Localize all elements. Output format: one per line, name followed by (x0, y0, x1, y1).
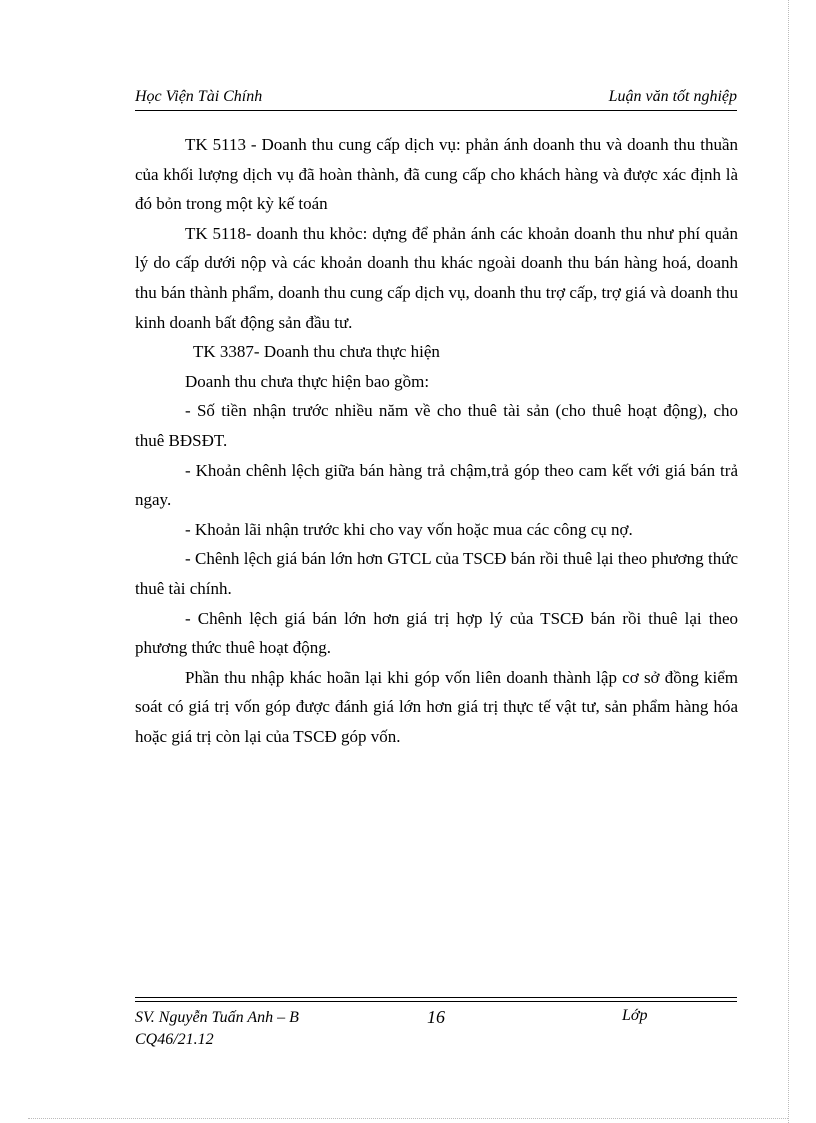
page-number: 16 (427, 1007, 445, 1027)
paragraph-tk5118: TK 5118- doanh thu khỏc: dựng để phản ánh các khoản doanh thu như phí quản lý do cấp dưới nộp và các khoản doanh thu khác ngoài doanh thu bán hàng hoá, doanh thu bán thành phẩm, doanh thu cung cấp dịch vụ, doanh thu trợ cấp, trợ giá và doanh thu kinh doanh bất động sản đầu tư. (135, 223, 738, 332)
header-divider (135, 110, 737, 111)
list-item: - Số tiền nhận trước nhiều năm về cho thuê tài sản (cho thuê hoạt động), cho thuê BĐSĐT. (135, 401, 738, 450)
paragraph-tk5113: TK 5113 - Doanh thu cung cấp dịch vụ: phản ánh doanh thu và doanh thu thuần của khối lượng dịch vụ đã hoàn thành, đã cung cấp cho khách hàng và được xác định là đó bỏn trong một kỳ kế toán (135, 135, 738, 214)
header-document-type: Luận văn tốt nghiệp (608, 88, 737, 105)
list-item: - Khoản lãi nhận trước khi cho vay vốn hoặc mua các công cụ nợ. (185, 519, 633, 539)
paragraph-joint-venture: Phần thu nhập khác hoãn lại khi góp vốn liên doanh thành lập cơ sở đồng kiểm soát có giá trị vốn góp được đánh giá lớn hơn giá trị thực tế vật tư, sản phẩm hàng hóa hoặc giá trị còn lại của TSCĐ góp vốn. (135, 667, 738, 746)
list-item: - Chênh lệch giá bán lớn hơn giá trị hợp lý của TSCĐ bán rồi thuê lại theo phương thức thuê hoạt động. (135, 608, 738, 658)
list-item: - Chênh lệch giá bán lớn hơn GTCL của TSCĐ bán rồi thuê lại theo phương thức thuê tài chính. (135, 549, 738, 598)
page-edge-right (788, 0, 789, 1123)
footer-divider-bottom (135, 1001, 737, 1002)
header-institution: Học Viện Tài Chính (135, 88, 263, 105)
page-edge-bottom (28, 1118, 788, 1119)
paragraph-includes: Doanh thu chưa thực hiện bao gồm: (185, 371, 430, 391)
list-item: - Khoản chênh lệch giữa bán hàng trả chậm,trả góp theo cam kết với giá bán trả ngay. (135, 460, 738, 510)
footer-divider-top (135, 997, 737, 998)
paragraph-tk3387-heading: TK 3387- Doanh thu chưa thực hiện (193, 342, 440, 362)
footer-author: SV. Nguyễn Tuấn Anh – B CQ46/21.12 (135, 1009, 299, 1048)
page-header (135, 88, 737, 110)
footer-class: Lớp (622, 1007, 648, 1024)
document-body (135, 130, 738, 751)
